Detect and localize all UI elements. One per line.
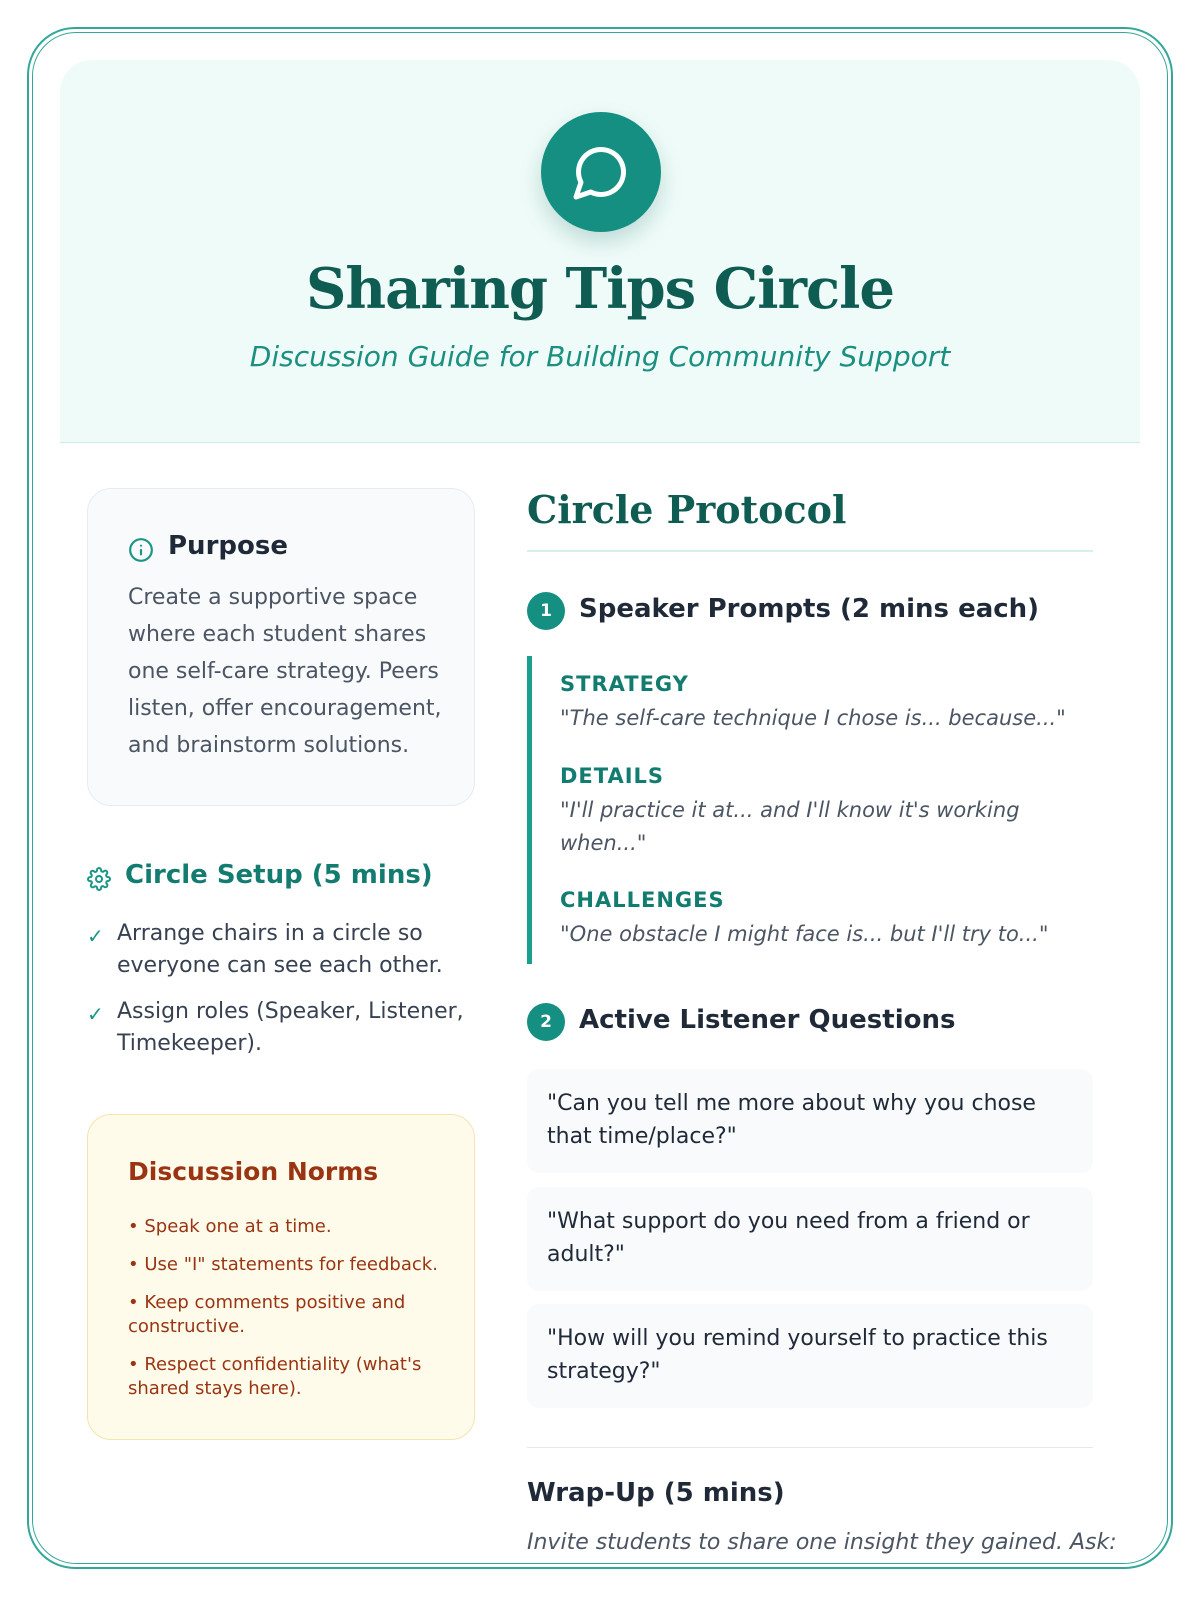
- setup-item-text: Assign roles (Speaker, Listener, Timekeeper).: [117, 999, 464, 1056]
- logo: [541, 112, 661, 232]
- norms-list: [128, 1215, 448, 1415]
- speaker-prompts: [527, 656, 1093, 964]
- header: [60, 60, 1140, 443]
- check-icon: ✓: [87, 1002, 104, 1026]
- prompt-label: STRATEGY: [560, 672, 689, 696]
- norms-item: • Use "I" statements for feedback.: [128, 1254, 438, 1275]
- purpose-title: Purpose: [168, 531, 288, 561]
- guide-sheet: [60, 60, 1140, 1600]
- prompt-text: "One obstacle I might face is... but I'll try to...": [560, 922, 1049, 946]
- step-2-badge: 2: [527, 1003, 565, 1041]
- prompt-text: "The self-care technique I chose is... because...": [560, 706, 1066, 730]
- norms-title: Discussion Norms: [128, 1157, 379, 1186]
- step-1-title: Speaker Prompts (2 mins each): [579, 594, 1040, 624]
- step-2-title: Active Listener Questions: [579, 1005, 956, 1035]
- setup-title: Circle Setup (5 mins): [125, 860, 433, 890]
- gear-icon: [87, 867, 111, 891]
- wrapup-text: Invite students to share one insight they gained. Ask:: [527, 1530, 1117, 1555]
- prompt-label: DETAILS: [560, 764, 665, 788]
- purpose-text: Create a supportive space where each student shares one self-care strategy. Peers listen, offer encouragement, and brainstorm solutions.: [128, 585, 442, 758]
- listener-question-text: "How will you remind yourself to practice this strategy?": [547, 1326, 1048, 1384]
- check-icon: ✓: [87, 924, 104, 948]
- norms-item: • Speak one at a time.: [128, 1216, 332, 1237]
- setup-list: [87, 918, 477, 1074]
- protocol-divider: [527, 550, 1093, 552]
- setup-item: [87, 918, 477, 982]
- prompt-text: "I'll practice it at... and I'll know it's working when...": [560, 798, 1020, 855]
- setup-item-text: Arrange chairs in a circle so everyone can see each other.: [117, 921, 443, 978]
- listener-question-card: [527, 1304, 1093, 1408]
- norms-item: • Keep comments positive and constructive.: [128, 1292, 406, 1337]
- page-subtitle: Discussion Guide for Building Community Support: [249, 340, 951, 373]
- info-icon: [128, 537, 154, 563]
- norms-card: [87, 1114, 475, 1440]
- prompt-label: CHALLENGES: [560, 888, 725, 912]
- listener-question-text: "What support do you need from a friend or adult?": [547, 1209, 1030, 1267]
- protocol-title: Circle Protocol: [527, 487, 847, 532]
- page-title: Sharing Tips Circle: [305, 256, 895, 322]
- setup-item: [87, 996, 477, 1060]
- listener-question-text: "Can you tell me more about why you chose that time/place?": [547, 1091, 1036, 1149]
- listener-question-card: [527, 1187, 1093, 1291]
- wrapup-divider: [527, 1447, 1093, 1448]
- purpose-card: [87, 488, 475, 806]
- wrapup-title: Wrap-Up (5 mins): [527, 1478, 785, 1508]
- listener-question-card: [527, 1069, 1093, 1173]
- norms-item: • Respect confidentiality (what's shared stays here).: [128, 1354, 422, 1399]
- step-1-badge: 1: [527, 592, 565, 630]
- chat-bubble-icon: [571, 142, 631, 202]
